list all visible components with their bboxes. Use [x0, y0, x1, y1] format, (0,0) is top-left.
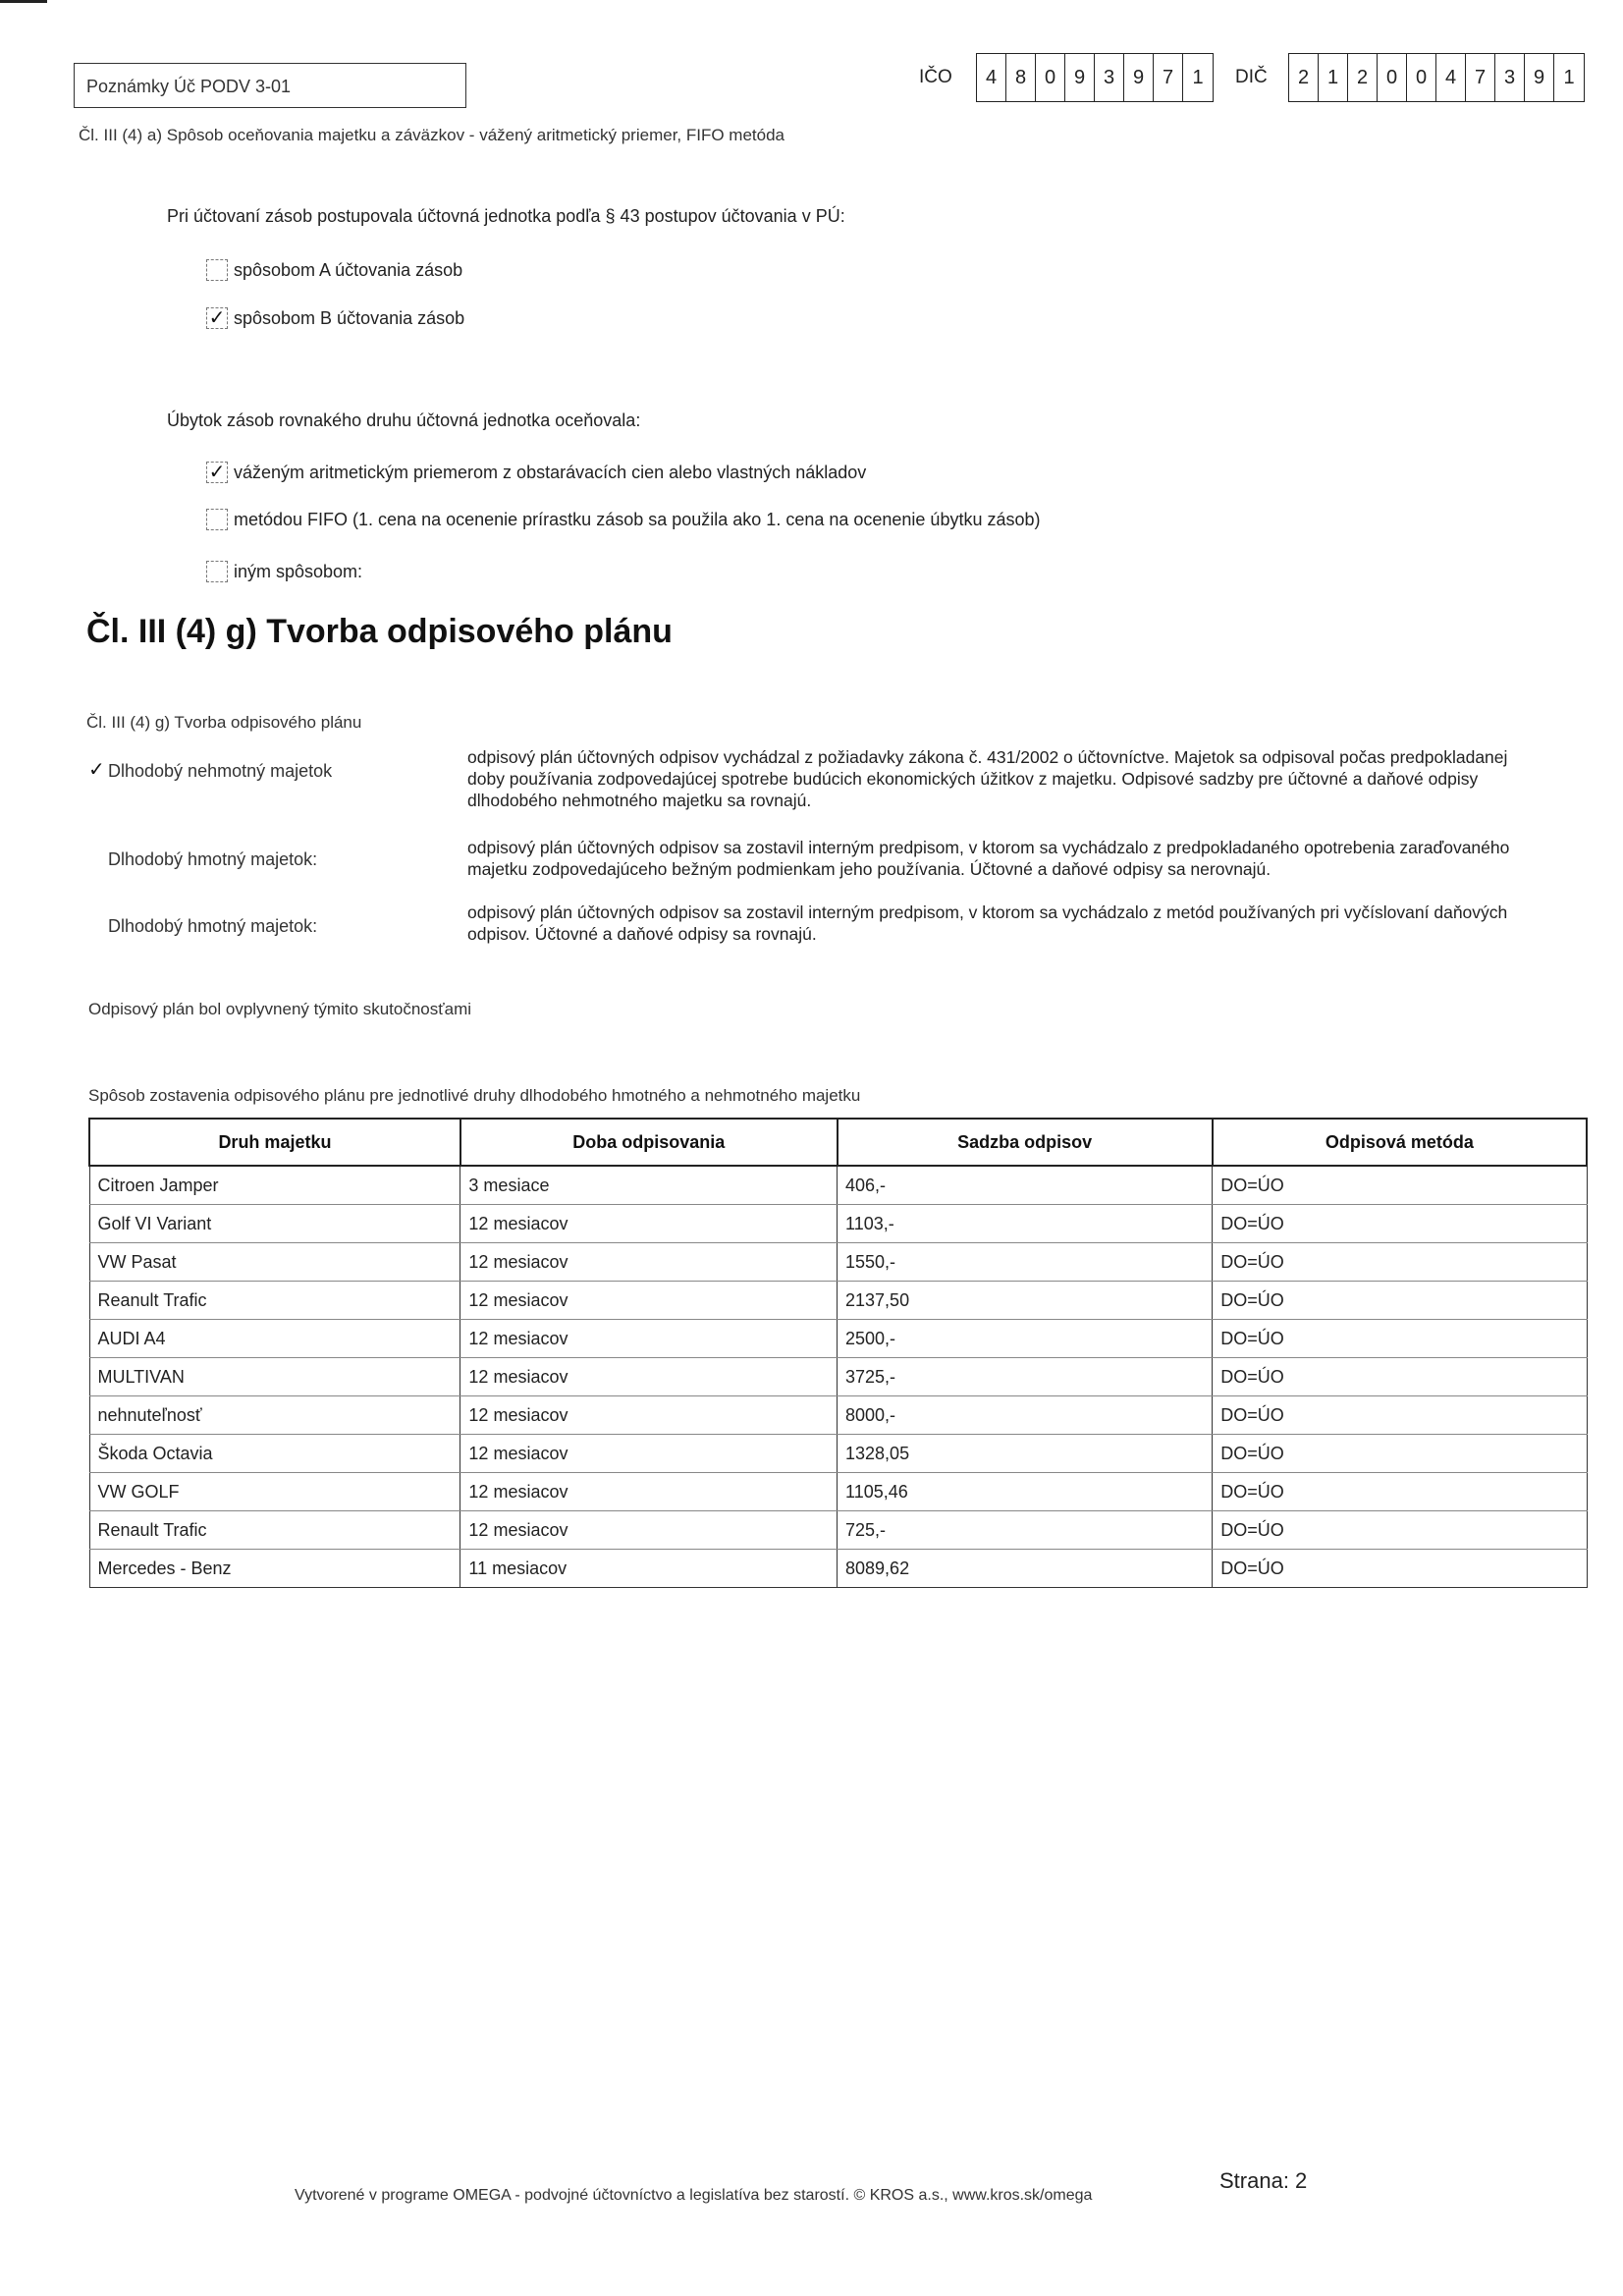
option-other[interactable]: [206, 561, 362, 582]
footer-credit: Vytvorené v programe OMEGA - podvojné účtovníctvo a legislatíva bez starostí. © KROS a.s., www.kros.sk/omega: [295, 2187, 1093, 2204]
ico-digit: 9: [1124, 54, 1154, 101]
cell-method: DO=ÚO: [1213, 1511, 1587, 1550]
cell-method: DO=ÚO: [1213, 1205, 1587, 1243]
cell-period: 12 mesiacov: [460, 1358, 838, 1396]
cell-method: DO=ÚO: [1213, 1243, 1587, 1282]
cell-asset-type: AUDI A4: [89, 1320, 460, 1358]
page-number: Strana: 2: [1219, 2168, 1308, 2193]
table-row: [89, 1282, 1587, 1320]
checkbox-checked[interactable]: ✓: [206, 307, 228, 329]
cell-method: DO=ÚO: [1213, 1550, 1587, 1588]
cell-asset-type: Golf VI Variant: [89, 1205, 460, 1243]
cell-rate: 406,-: [838, 1166, 1213, 1205]
form-name-box: Poznámky Úč PODV 3-01: [74, 63, 466, 108]
cell-rate: 2137,50: [838, 1282, 1213, 1320]
cell-rate: 1550,-: [838, 1243, 1213, 1282]
cell-period: 12 mesiacov: [460, 1396, 838, 1435]
option-label: metódou FIFO (1. cena na ocenenie prírastku zásob sa použila ako 1. cena na ocenenie úbytku zásob): [234, 509, 1041, 529]
cell-asset-type: Mercedes - Benz: [89, 1550, 460, 1588]
option-method-b[interactable]: [206, 307, 464, 329]
ico-digit: 4: [977, 54, 1006, 101]
cell-method: DO=ÚO: [1213, 1396, 1587, 1435]
option-label: spôsobom A účtovania zásob: [234, 259, 463, 280]
cell-method: DO=ÚO: [1213, 1435, 1587, 1473]
cell-rate: 8089,62: [838, 1550, 1213, 1588]
dic-digit: 4: [1436, 54, 1466, 101]
cell-method: DO=ÚO: [1213, 1320, 1587, 1358]
table-row: [89, 1435, 1587, 1473]
depreciation-table: [88, 1118, 1588, 1588]
inventory-intro: Pri účtovaní zásob postupovala účtovná jednotka podľa § 43 postupov účtovania v PÚ:: [167, 206, 845, 226]
decrease-intro: Úbytok zásob rovnakého druhu účtovná jednotka oceňovala:: [167, 410, 641, 430]
cell-asset-type: Škoda Octavia: [89, 1435, 460, 1473]
dic-digit: 3: [1495, 54, 1525, 101]
cell-period: 12 mesiacov: [460, 1205, 838, 1243]
cell-period: 11 mesiacov: [460, 1550, 838, 1588]
table-row: [89, 1396, 1587, 1435]
cell-rate: 2500,-: [838, 1320, 1213, 1358]
table-row: [89, 1243, 1587, 1282]
header-asset-type: Druh majetku: [89, 1119, 460, 1166]
section-g-title: Čl. III (4) g) Tvorba odpisového plánu: [86, 613, 673, 650]
checkbox[interactable]: [206, 509, 228, 530]
option-label: iným spôsobom:: [234, 561, 363, 581]
ico-digit: 1: [1192, 67, 1204, 88]
row-label-tangible-2[interactable]: [88, 915, 317, 937]
cell-period: 12 mesiacov: [460, 1435, 838, 1473]
checkbox[interactable]: [206, 561, 228, 582]
cell-rate: 1105,46: [838, 1473, 1213, 1511]
option-fifo[interactable]: [206, 509, 1041, 530]
cell-method: DO=ÚO: [1213, 1282, 1587, 1320]
option-weighted-average[interactable]: [206, 462, 866, 483]
influenced-note: Odpisový plán bol ovplyvnený týmito skutočnosťami: [88, 1000, 472, 1018]
cell-rate: 3725,-: [838, 1358, 1213, 1396]
cell-rate: 8000,-: [838, 1396, 1213, 1435]
cell-method: DO=ÚO: [1213, 1166, 1587, 1205]
table-row: [89, 1358, 1587, 1396]
table-row: [89, 1205, 1587, 1243]
ico-label: IČO: [919, 67, 952, 87]
dic-digit: 1: [1319, 54, 1348, 101]
dic-digit-boxes: [1288, 53, 1585, 102]
table-row: [89, 1320, 1587, 1358]
cell-asset-type: VW Pasat: [89, 1243, 460, 1282]
check-mark-icon[interactable]: [88, 848, 104, 870]
dic-digit: 0: [1378, 54, 1407, 101]
dic-digit: 9: [1525, 54, 1554, 101]
header-period: Doba odpisovania: [460, 1119, 838, 1166]
cell-asset-type: Renault Trafic: [89, 1511, 460, 1550]
checkbox-checked[interactable]: ✓: [206, 462, 228, 483]
row-label-text: Dlhodobý hmotný majetok:: [108, 915, 318, 936]
header-method: Odpisová metóda: [1213, 1119, 1587, 1166]
ico-digit: 8: [1006, 54, 1036, 101]
row-text-tangible-1: odpisový plán účtovných odpisov sa zostavil interným predpisom, v ktorom sa vychádzalo z predpokladaného opotrebenia zaraďovaného majetku zodpovedajúceho bežným podmienkam jeho používania. Účtovné a daňové odpisy sa nerovnajú.: [467, 838, 1510, 879]
row-text-intangible: odpisový plán účtovných odpisov vychádzal z požiadavky zákona č. 431/2002 o účtovníctve. Majetok sa odpisoval počas predpokladanej doby používania zodpovedajúcej spotrebe budúcich ekonomických úžitkov z majetku. Odpisové sadzby pre účtovné a daňové odpisy dlhodobého nehmotného majetku sa rovnajú.: [467, 747, 1508, 810]
cell-rate: 725,-: [838, 1511, 1213, 1550]
scan-edge-mark: [0, 0, 47, 3]
option-label: spôsobom B účtovania zásob: [234, 307, 465, 328]
cell-method: DO=ÚO: [1213, 1473, 1587, 1511]
cell-asset-type: VW GOLF: [89, 1473, 460, 1511]
row-text-tangible-2: odpisový plán účtovných odpisov sa zostavil interným predpisom, v ktorom sa vychádzalo z metód používaných pri vyčíslovaní daňových odpisov. Účtovné a daňové odpisy sa rovnajú.: [467, 902, 1508, 944]
cell-asset-type: Reanult Trafic: [89, 1282, 460, 1320]
row-label-intangible[interactable]: [88, 760, 332, 782]
table-caption: Spôsob zostavenia odpisového plánu pre jednotlivé druhy dlhodobého hmotného a nehmotného majetku: [88, 1086, 861, 1105]
table-row: [89, 1473, 1587, 1511]
checkbox[interactable]: [206, 259, 228, 281]
table-row: [89, 1550, 1587, 1588]
cell-period: 3 mesiace: [460, 1166, 838, 1205]
cell-period: 12 mesiacov: [460, 1473, 838, 1511]
section-a-subtitle: Čl. III (4) a) Spôsob oceňovania majetku a záväzkov - vážený aritmetický priemer, FIFO metóda: [79, 126, 785, 144]
ico-digit: 9: [1065, 54, 1095, 101]
check-mark-icon[interactable]: [88, 915, 104, 937]
cell-asset-type: MULTIVAN: [89, 1358, 460, 1396]
row-label-tangible-1[interactable]: [88, 848, 317, 870]
cell-period: 12 mesiacov: [460, 1320, 838, 1358]
cell-rate: 1103,-: [838, 1205, 1213, 1243]
ico-digit: 3: [1095, 54, 1124, 101]
section-g-subtitle: Čl. III (4) g) Tvorba odpisového plánu: [86, 713, 362, 732]
dic-digit: 1: [1563, 67, 1575, 88]
table-row: [89, 1166, 1587, 1205]
table-row: [89, 1511, 1587, 1550]
table-header-row: [89, 1119, 1587, 1166]
option-method-a[interactable]: [206, 259, 462, 281]
row-label-text: Dlhodobý hmotný majetok:: [108, 848, 318, 869]
dic-digit: 2: [1348, 54, 1378, 101]
cell-method: DO=ÚO: [1213, 1358, 1587, 1396]
cell-period: 12 mesiacov: [460, 1243, 838, 1282]
header-rate: Sadzba odpisov: [838, 1119, 1213, 1166]
cell-asset-type: nehnuteľnosť: [89, 1396, 460, 1435]
dic-digit: 2: [1289, 54, 1319, 101]
dic-digit: 7: [1466, 54, 1495, 101]
dic-digit: 0: [1407, 54, 1436, 101]
ico-digit-boxes: [976, 53, 1214, 102]
option-label: váženým aritmetickým priemerom z obstarávacích cien alebo vlastných nákladov: [234, 462, 867, 482]
ico-digit: 7: [1154, 54, 1183, 101]
dic-label: DIČ: [1235, 67, 1268, 87]
cell-rate: 1328,05: [838, 1435, 1213, 1473]
row-label-text: Dlhodobý nehmotný majetok: [108, 760, 333, 781]
cell-period: 12 mesiacov: [460, 1511, 838, 1550]
cell-period: 12 mesiacov: [460, 1282, 838, 1320]
ico-digit: 0: [1036, 54, 1065, 101]
check-mark-icon[interactable]: ✓: [88, 759, 105, 781]
cell-asset-type: Citroen Jamper: [89, 1166, 460, 1205]
